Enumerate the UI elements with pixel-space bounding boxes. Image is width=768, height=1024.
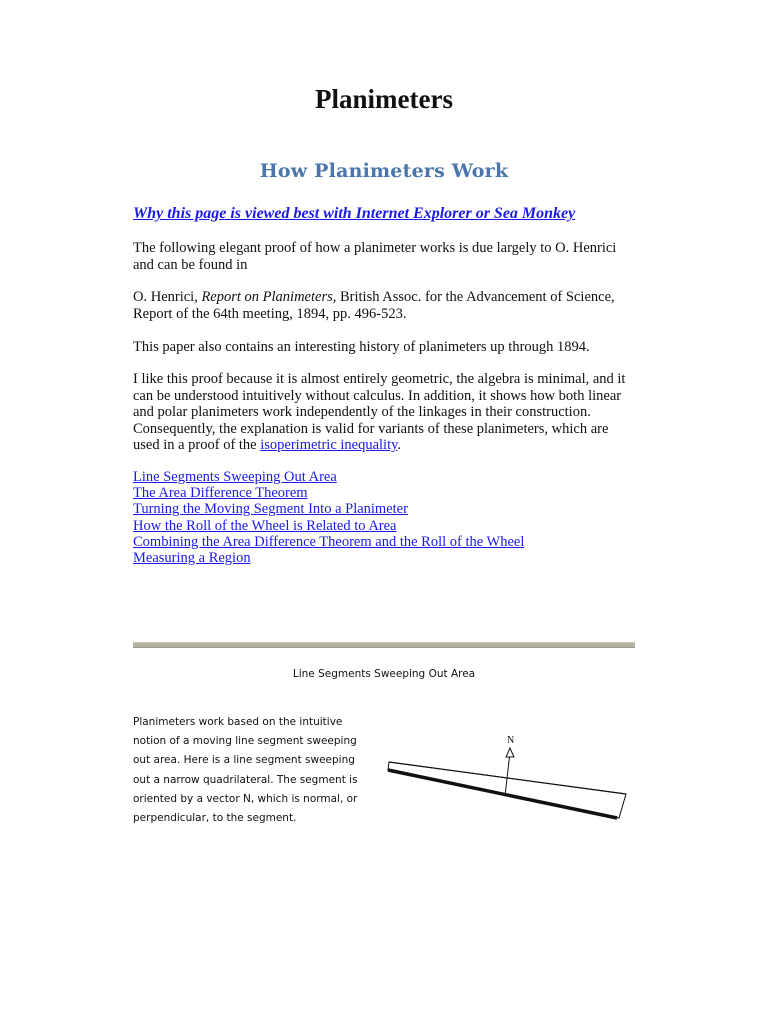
why-best-viewed-link[interactable]: Why this page is viewed best with Internet Explorer or Sea Monkey bbox=[133, 205, 576, 222]
reference-author: O. Henrici, bbox=[133, 289, 202, 305]
toc-item bbox=[133, 534, 524, 550]
toc-item bbox=[133, 469, 524, 485]
toc-item bbox=[133, 501, 524, 517]
page-title: Planimeters bbox=[315, 84, 453, 114]
section-heading: Line Segments Sweeping Out Area bbox=[292, 668, 476, 680]
proof-text: I like this proof because it is almost entirely geometric, the algebra is minimal, and it can be understood intuitively without calculus. In addition, it shows how both linear and polar planimeters work independently of the linkages in their construction. Consequently, the explanation is valid for variants of these planimeters, which are used in a proof of the bbox=[133, 371, 626, 453]
reference-details: British Assoc. for the Advancement of Science, Report of the 64th meeting, 1894, pp. 496-523. bbox=[133, 289, 615, 322]
toc-link-line-segments[interactable]: Line Segments Sweeping Out Area bbox=[133, 469, 337, 485]
normal-vector-label: N bbox=[507, 735, 515, 746]
toc-link-combining[interactable]: Combining the Area Difference Theorem and the Roll of the Wheel bbox=[133, 533, 525, 550]
toc-link-area-difference[interactable]: The Area Difference Theorem bbox=[133, 485, 308, 502]
section-paragraph: Planimeters work based on the intuitive notion of a moving line segment sweeping out area. Here is a line segment sweeping out a narrow quadrilateral. The segment is oriented by a vector N, which is normal, or perpendicular, to the segment. bbox=[133, 716, 358, 825]
horizontal-divider bbox=[133, 642, 635, 648]
history-paragraph: This paper also contains an interesting history of planimeters up through 1894. bbox=[133, 339, 590, 355]
table-of-contents bbox=[133, 469, 524, 566]
normal-vector-arrowhead bbox=[506, 748, 514, 757]
toc-item bbox=[133, 518, 524, 534]
toc-link-moving-segment[interactable]: Turning the Moving Segment Into a Planimeter bbox=[133, 501, 408, 518]
sweeping-segment-figure bbox=[383, 730, 643, 830]
intro-paragraph: The following elegant proof of how a planimeter works is due largely to O. Henrici and can be found in bbox=[133, 240, 617, 273]
swept-quadrilateral bbox=[388, 762, 626, 818]
toc-item bbox=[133, 485, 524, 501]
page-subtitle: How Planimeters Work bbox=[259, 160, 509, 182]
toc-item bbox=[133, 550, 524, 566]
isoperimetric-inequality-link[interactable]: isoperimetric inequality bbox=[260, 437, 398, 453]
proof-text-end: . bbox=[397, 437, 402, 453]
toc-link-measuring-region[interactable]: Measuring a Region bbox=[133, 550, 251, 567]
toc-link-wheel-roll[interactable]: How the Roll of the Wheel is Related to Area bbox=[133, 517, 397, 534]
reference-work-title: Report on Planimeters, bbox=[201, 289, 337, 305]
reference-paragraph bbox=[133, 289, 638, 322]
proof-paragraph bbox=[133, 371, 638, 454]
